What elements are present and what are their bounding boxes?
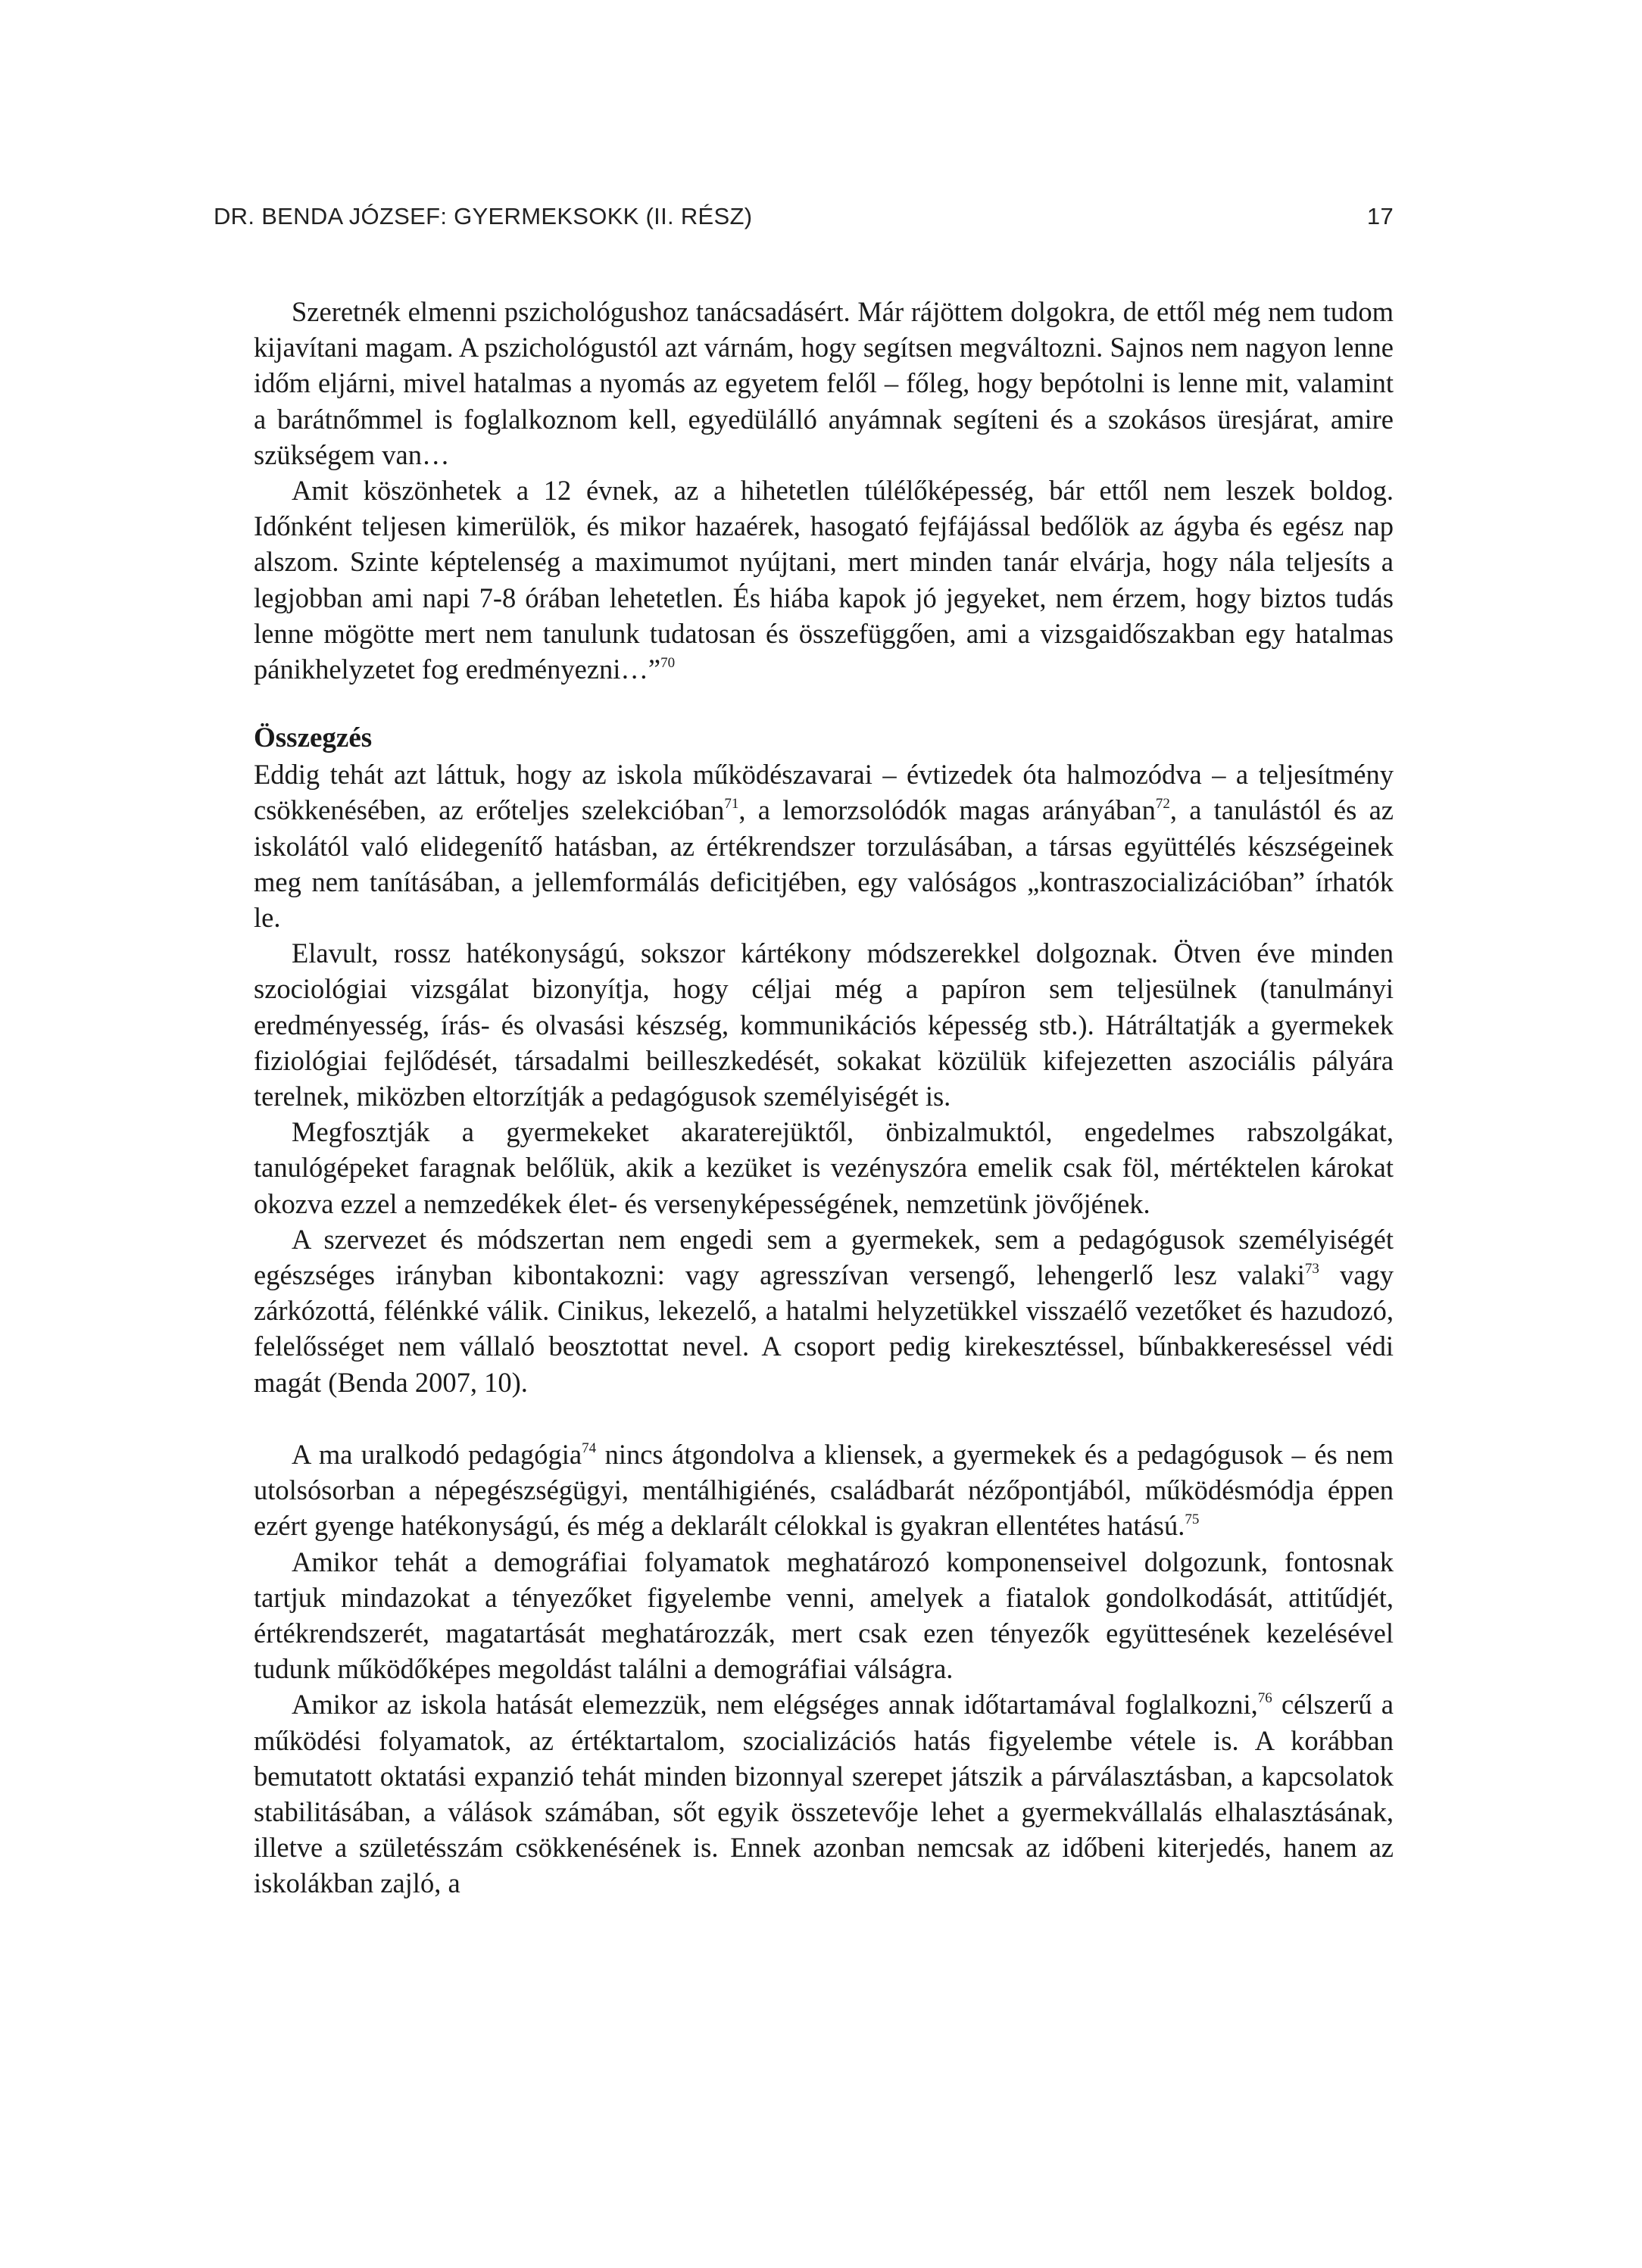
summary-paragraph-3: Megfosztják a gyermekeket akaraterejüktől, önbizalmuktól, engedelmes rabszolgákat, tanulógépeket faragnak belőlük, akik a kezüket is vezényszóra emelik csak föl, mértéktelen károkat okozva ezzel a nemzedékek élet- és versenyképességének, nemzetünk jövőjének. [254,1116,1394,1219]
summary-p5-text-b: nincs átgondolva a kliensek, a gyermekek és a pedagógusok – és nem utolsósorban a népegészségügyi, mentálhigiénés, családbarát nézőpontjából, működésmódja éppen ezért gyenge hatékonyságú, és még a deklarált célokkal is gyakran ellentétes hatású. [254,1438,1394,1542]
summary-p1-text-b: , a lemorzsolódók magas arányában [738,794,1156,826]
footnote-ref-74: 74 [582,1440,597,1456]
summary-paragraph-1 [254,757,1394,935]
summary-paragraph-5 [254,1437,1394,1544]
footnote-ref-71: 71 [724,796,739,813]
summary-p7-text-a: Amikor az iskola hatását elemezzük, nem elégséges annak időtartamával foglalkozni, [292,1689,1258,1720]
quote-paragraph-2 [254,473,1394,687]
page-body [254,294,1394,1901]
summary-p4-text-b: vagy zárkózottá, félénkké válik. Cinikus, lekezelő, a hatalmi helyzetükkel visszaélő vezetőket és hazudozó, felelősséget nem vállaló beosztottat nevel. A csoport pedig kirekesztéssel, bűnbakkereséssel védi magát (Benda 2007, 10). [254,1259,1394,1398]
page-number: 17 [1366,203,1394,229]
summary-p7-text-b: célszerű a működési folyamatok, az értéktartalom, szocializációs hatás figyelembe vétele is. A korábban bemutatott oktatási expanzió tehát minden bizonnyal szerepet játszik a párválasztásban, a kapcsolatok stabilitásában, a válások számában, sőt egyik összetevője lehet a gyermekvállalás elhalasztásának, illetve a születésszám csökkenésének is. Ennek azonban nemcsak az időbeni kiterjedés, hanem az iskolákban zajló, a [254,1689,1394,1899]
summary-paragraph-6: Amikor tehát a demográfiai folyamatok meghatározó komponenseivel dolgozunk, fontosnak tartjuk mindazokat a tényezőket figyelembe venni, amelyek a fiatalok gondolkodását, attitűdjét, értékrendszerét, magatartását meghatározzák, mert csak ezen tényezők együttesének kezelésével tudunk működőképes megoldást találni a demográfiai válságra. [254,1546,1394,1685]
footnote-ref-73: 73 [1304,1261,1319,1278]
footnote-ref-72: 72 [1155,796,1170,813]
summary-paragraph-7 [254,1686,1394,1901]
summary-p4-text-a: A szervezet és módszertan nem engedi sem a gyermekek, sem a pedagógusok személyiségét egészséges irányban kibontakozni: vagy agresszívan versengő, lehengerlő lesz valaki [254,1223,1394,1291]
summary-p5-text-a: A ma uralkodó pedagógia [292,1438,582,1470]
student-quote [254,294,1394,687]
summary-p1-text-a: Eddig tehát azt láttuk, hogy az iskola működészavarai – évtizedek óta halmozódva – a teljesítmény csökkenésében, az erőteljes szelekcióban [254,759,1394,826]
summary-paragraph-4 [254,1221,1394,1400]
quote-paragraph-2-text: Amit köszönhetek a 12 évnek, az a hihetetlen túlélőképesség, bár ettől nem leszek boldog. Időnként teljesen kimerülök, és mikor hazaérek, hasogató fejfájással bedőlök az ágyba és egész nap alszom. Szinte képtelenség a maximumot nyújtani, mert minden tanár elvárja, hogy nála teljesíts a legjobban ami napi 7-8 órában lehetetlen. És hiába kapok jó jegyeket, nem érzem, hogy biztos tudás lenne mögötte mert nem tanulunk tudatosan és összefüggően, ami a vizsgaidőszakban egy hatalmas pánikhelyzetet fog eredményezni…” [254,475,1394,685]
section-heading: Összegzés [254,722,373,754]
quote-paragraph-1: Szeretnék elmenni pszichológushoz tanácsadásért. Már rájöttem dolgokra, de ettől még nem tudom kijavítani magam. A pszichológustól azt várnám, hogy segítsen megváltozni. Sajnos nem nagyon lenne időm eljárni, mivel hatalmas a nyomás az egyetem felől – főleg, hogy bepótolni is lenne mit, valamint a barátnőmmel is foglalkoznom kell, egyedülálló anyámnak segíteni és a szokásos üresjárat, amire szükségem van… [254,296,1394,470]
footnote-ref-75: 75 [1185,1511,1200,1528]
summary-p1-text-c: , a tanulástól és az iskolától való elidegenítő hatásban, az értékrendszer torzulásában, a társas együttélés készségeinek meg nem tanításában, a jellemformálás deficitjében, egy valóságos „kontraszocializációban” írhatók le. [254,794,1394,934]
running-header [214,203,1394,230]
footnote-ref-76: 76 [1257,1690,1272,1707]
footnote-ref-70: 70 [660,655,676,672]
running-title: DR. BENDA JÓZSEF: GYERMEKSOKK (II. RÉSZ) [214,203,753,229]
paragraph-gap [254,1400,1394,1437]
summary-paragraph-2: Elavult, rossz hatékonyságú, sokszor kártékony módszerekkel dolgoznak. Ötven éve minden szociológiai vizsgálat bizonyítja, hogy céljai még a papíron sem teljesülnek (tanulmányi eredményesség, írás- és olvasási készség, kommunikációs képesség stb.). Hátráltatják a gyermekek fiziológiai fejlődését, társadalmi beilleszkedését, sokakat közülük kifejezetten aszociális pályára terelnek, miközben eltorzítják a pedagógusok személyiségét is. [254,937,1394,1112]
